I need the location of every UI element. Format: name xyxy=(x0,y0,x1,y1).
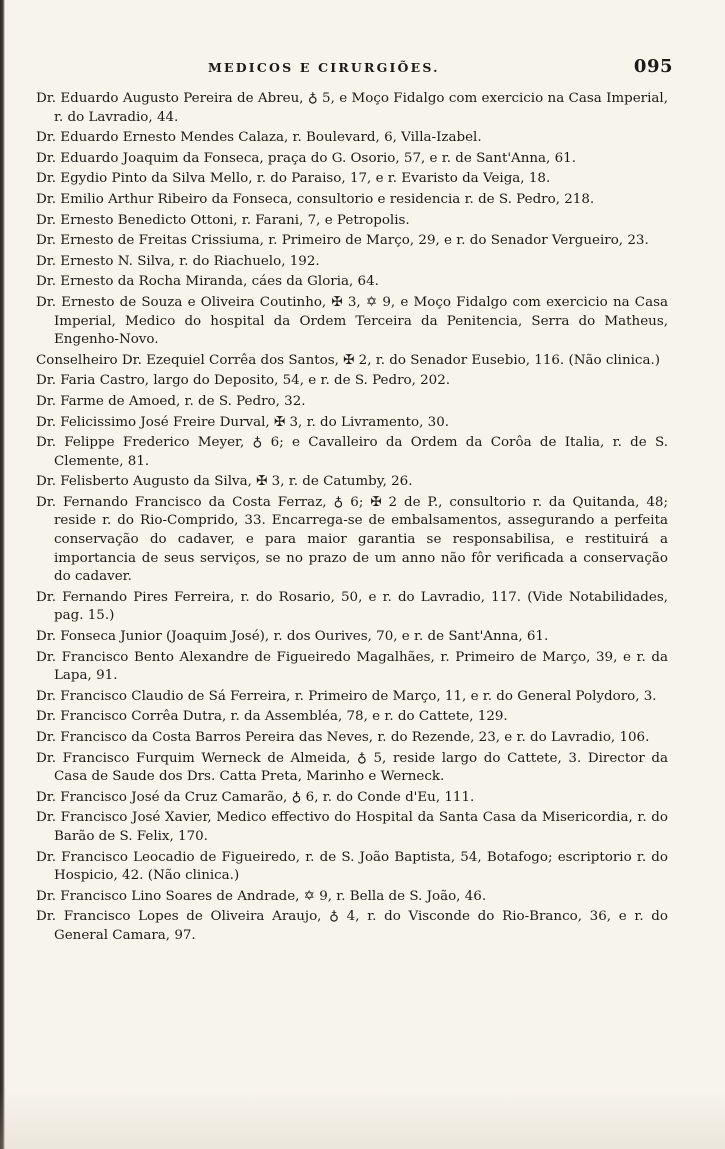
entry: Dr. Francisco Bento Alexandre de Figueiredo Magalhães, r. Primeiro de Março, 39, e r. da Lapa, 91. xyxy=(36,649,668,684)
entry: Dr. Ernesto de Souza e Oliveira Coutinho, ✠ 3, ✡ 9, e Moço Fidalgo com exercicio na Casa Imperial, Medico do hospital da Ordem Terceira da Penitencia, Serra do Matheus, Engenho-Novo. xyxy=(36,294,668,348)
entry: Dr. Francisco Leocadio de Figueiredo, r. de S. João Baptista, 54, Botafogo; escriptorio r. do Hospicio, 42. (Não clinica.) xyxy=(36,849,668,884)
entry: Dr. Ernesto Benedicto Ottoni, r. Farani, 7, e Petropolis. xyxy=(36,212,410,228)
page-aging-shade xyxy=(0,1089,725,1149)
entry: Dr. Eduardo Augusto Pereira de Abreu, ♁ 5, e Moço Fidalgo com exercicio na Casa Imperial, r. do Lavradio, 44. xyxy=(36,91,668,125)
entry: Dr. Egydio Pinto da Silva Mello, r. do Paraiso, 17, e r. Evaristo da Veiga, 18. xyxy=(36,171,551,187)
entry: Dr. Fonseca Junior (Joaquim José), r. dos Ourives, 70, e r. de Sant'Anna, 61. xyxy=(36,629,549,645)
entry: Dr. Eduardo Joaquim da Fonseca, praça do G. Osorio, 57, e r. de Sant'Anna, 61. xyxy=(36,150,576,166)
page-number: 095 xyxy=(633,56,673,77)
entry: Dr. Ernesto N. Silva, r. do Riachuelo, 192. xyxy=(36,253,320,269)
entry: Dr. Ernesto da Rocha Miranda, cáes da Gloria, 64. xyxy=(36,274,379,290)
entry: Dr. Francisco Corrêa Dutra, r. da Assembléa, 78, e r. do Cattete, 129. xyxy=(36,709,508,725)
entry: Dr. Fernando Pires Ferreira, r. do Rosario, 50, e r. do Lavradio, 117. (Vide Notabilidades, pag. 15.) xyxy=(36,589,668,624)
page-header xyxy=(0,56,725,82)
entry: Dr. Fernando Francisco da Costa Ferraz, ♁ 6; ✠ 2 de P., consultorio r. da Quitanda, 48; reside r. do Rio-Comprido, 33. Encarrega-se de embalsamentos, assegurando a perfeita conservação do cadaver, e para maior garantia se responsabilisa, e restituirá a importancia de seus serviços, se no prazo de um anno não fôr verificada a conservação do cadaver. xyxy=(36,494,668,585)
entry: Dr. Francisco Lopes de Oliveira Araujo, ♁ 4, r. do Visconde do Rio-Branco, 36, e r. do General Camara, 97. xyxy=(36,909,668,943)
entry: Dr. Faria Castro, largo do Deposito, 54, e r. de S. Pedro, 202. xyxy=(36,373,451,389)
entry-list xyxy=(36,90,668,948)
entry: Conselheiro Dr. Ezequiel Corrêa dos Santos, ✠ 2, r. do Senador Eusebio, 116. (Não clinica.) xyxy=(36,352,660,368)
entry: Dr. Francisco Furquim Werneck de Almeida, ♁ 5, reside largo do Cattete, 3. Director da Casa de Saude dos Drs. Catta Preta, Marinho e Werneck. xyxy=(36,750,668,785)
entry: Dr. Emilio Arthur Ribeiro da Fonseca, consultorio e residencia r. de S. Pedro, 218. xyxy=(36,191,595,207)
entry: Dr. Eduardo Ernesto Mendes Calaza, r. Boulevard, 6, Villa-Izabel. xyxy=(36,130,482,146)
page-binding-edge xyxy=(0,0,5,1149)
running-head: MEDICOS E CIRURGIÕES. xyxy=(208,60,440,75)
entry: Dr. Ernesto de Freitas Crissiuma, r. Primeiro de Março, 29, e r. do Senador Vergueiro, 23. xyxy=(36,233,649,249)
entry: Dr. Farme de Amoed, r. de S. Pedro, 32. xyxy=(36,393,306,409)
entry: Dr. Felisberto Augusto da Silva, ✠ 3, r. de Catumby, 26. xyxy=(36,474,413,490)
entry: Dr. Francisco José da Cruz Camarão, ♁ 6, r. do Conde d'Eu, 111. xyxy=(36,789,475,805)
entry: Dr. Francisco Lino Soares de Andrade, ✡ 9, r. Bella de S. João, 46. xyxy=(36,888,487,904)
entry: Dr. Francisco Claudio de Sá Ferreira, r. Primeiro de Março, 11, e r. do General Polydoro, 3. xyxy=(36,688,657,704)
entry: Dr. Francisco da Costa Barros Pereira das Neves, r. do Rezende, 23, e r. do Lavradio, 106. xyxy=(36,730,650,745)
entry: Dr. Felicissimo José Freire Durval, ✠ 3, r. do Livramento, 30. xyxy=(36,414,450,430)
entry: Dr. Felippe Frederico Meyer, ♁ 6; e Cavalleiro da Ordem da Corôa de Italia, r. de S. Clemente, 81. xyxy=(36,435,668,469)
entry: Dr. Francisco José Xavier, Medico effectivo do Hospital da Santa Casa da Misericordia, r. do Barão de S. Felix, 170. xyxy=(36,810,668,844)
